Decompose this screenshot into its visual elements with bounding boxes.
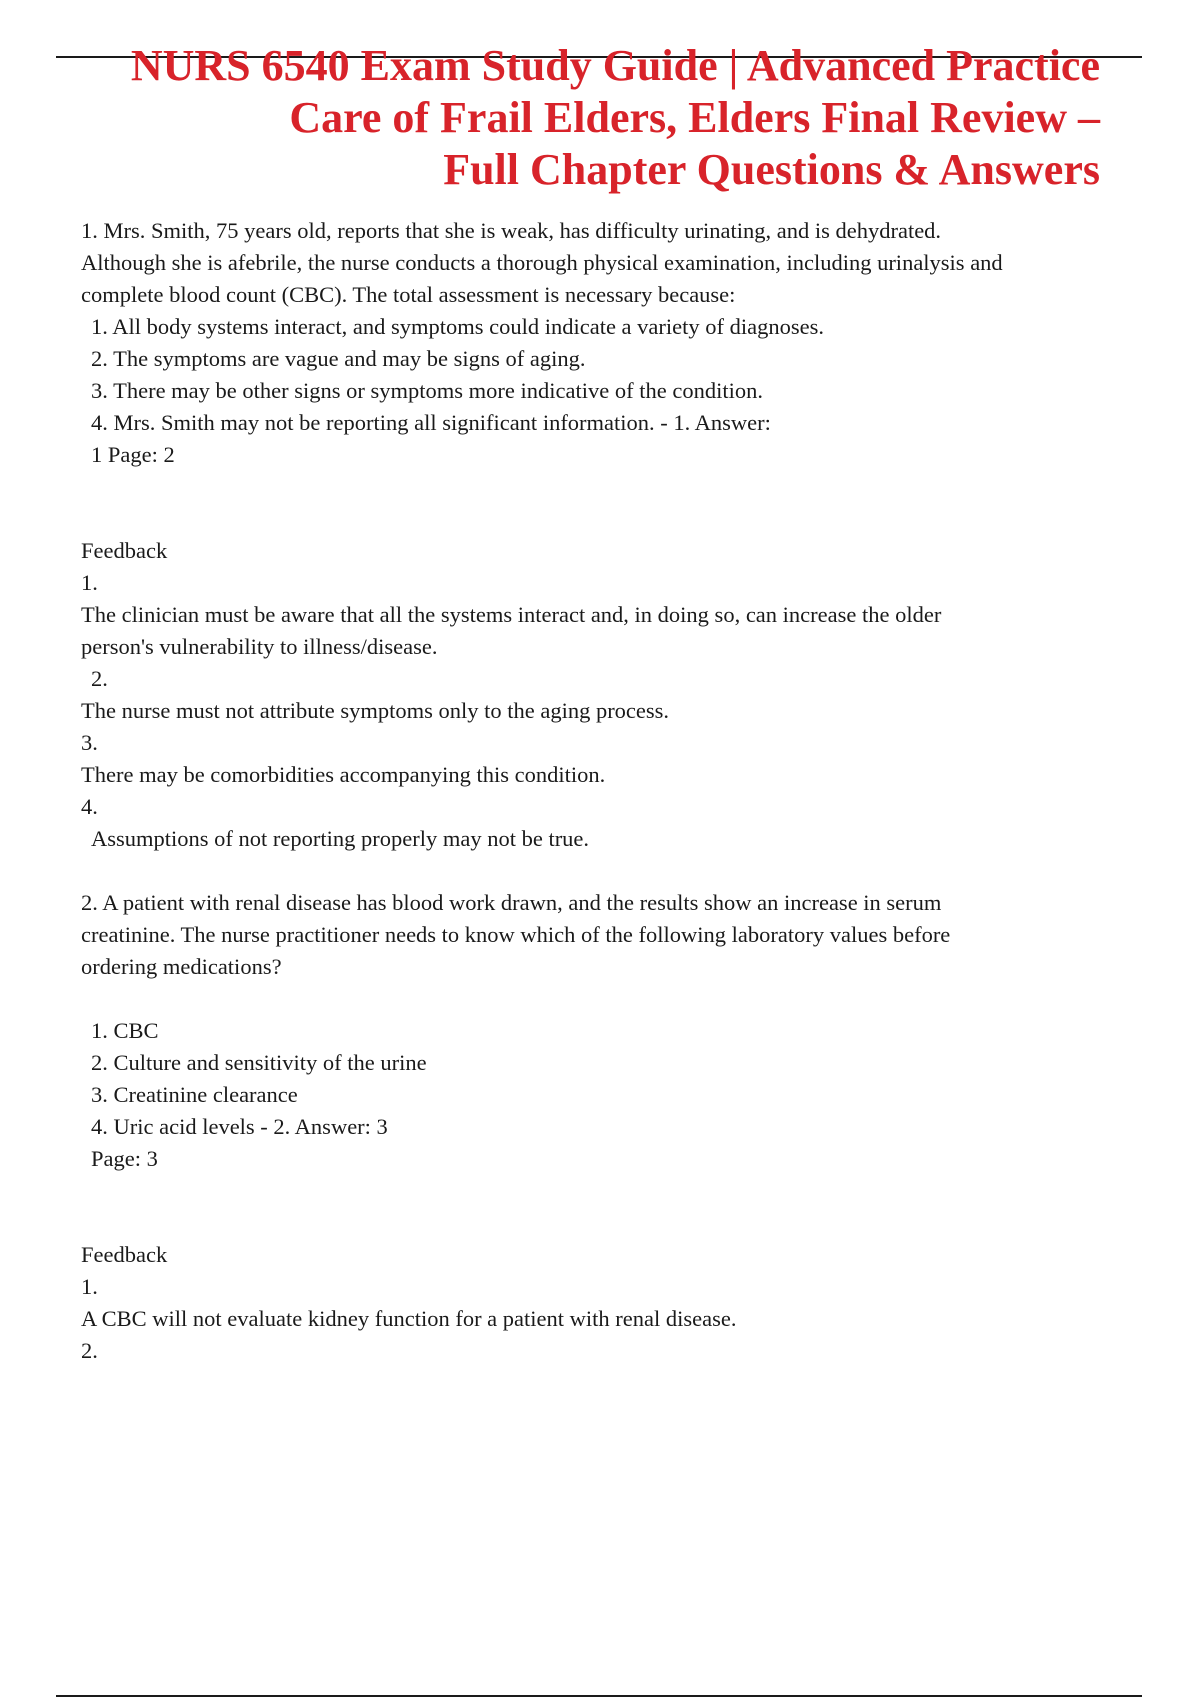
question-1 xyxy=(81,215,1121,471)
page-reference: Page: 3 xyxy=(91,1146,158,1171)
question-stem-line: ordering medications? xyxy=(81,954,282,979)
feedback-label: Feedback xyxy=(81,538,168,563)
question-stem-line: Although she is afebrile, the nurse conducts a thorough physical examination, including urinalysis and xyxy=(81,250,1003,275)
title-line: Care of Frail Elders, Elders Final Review – xyxy=(289,93,1100,142)
question-stem-line: complete blood count (CBC). The total assessment is necessary because: xyxy=(81,282,736,307)
feedback-label: Feedback xyxy=(81,1242,168,1267)
feedback-text: Assumptions of not reporting properly may not be true. xyxy=(91,826,590,851)
answer-option: 2. The symptoms are vague and may be signs of aging. xyxy=(91,346,586,371)
feedback-number: 1. xyxy=(81,1274,98,1299)
question-stem-line: 2. A patient with renal disease has blood work drawn, and the results show an increase in serum xyxy=(81,890,942,915)
feedback-1 xyxy=(81,535,1121,855)
page-reference: 1 Page: 2 xyxy=(91,442,175,467)
feedback-text: person's vulnerability to illness/disease. xyxy=(81,634,438,659)
feedback-text: The clinician must be aware that all the systems interact and, in doing so, can increase the older xyxy=(81,602,942,627)
answer-option: 1. All body systems interact, and symptoms could indicate a variety of diagnoses. xyxy=(91,314,824,339)
answer-option: 3. There may be other signs or symptoms more indicative of the condition. xyxy=(91,378,763,403)
question-2 xyxy=(81,887,1121,1175)
feedback-number: 4. xyxy=(81,794,98,819)
answer-option: 1. CBC xyxy=(91,1018,159,1043)
page-title xyxy=(100,40,1100,196)
feedback-number: 3. xyxy=(81,730,98,755)
answer-option: 4. Uric acid levels - 2. Answer: 3 xyxy=(91,1114,388,1139)
feedback-text: The nurse must not attribute symptoms only to the aging process. xyxy=(81,698,670,723)
feedback-number: 1. xyxy=(81,570,98,595)
title-line: Full Chapter Questions & Answers xyxy=(443,145,1100,194)
document-body xyxy=(81,215,1121,1367)
answer-option: 3. Creatinine clearance xyxy=(91,1082,298,1107)
feedback-number: 2. xyxy=(81,1338,98,1363)
title-line: NURS 6540 Exam Study Guide | Advanced Practice xyxy=(130,41,1100,90)
question-stem-line: creatinine. The nurse practitioner needs to know which of the following laboratory values before xyxy=(81,922,951,947)
feedback-text: A CBC will not evaluate kidney function for a patient with renal disease. xyxy=(81,1306,737,1331)
answer-option: 2. Culture and sensitivity of the urine xyxy=(91,1050,427,1075)
question-stem-line: 1. Mrs. Smith, 75 years old, reports that she is weak, has difficulty urinating, and is dehydrated. xyxy=(81,218,942,243)
feedback-text: There may be comorbidities accompanying this condition. xyxy=(81,762,606,787)
feedback-number: 2. xyxy=(91,666,108,691)
footer-rule xyxy=(56,1695,1142,1697)
answer-option: 4. Mrs. Smith may not be reporting all significant information. - 1. Answer: xyxy=(91,410,771,435)
feedback-2 xyxy=(81,1239,1121,1367)
